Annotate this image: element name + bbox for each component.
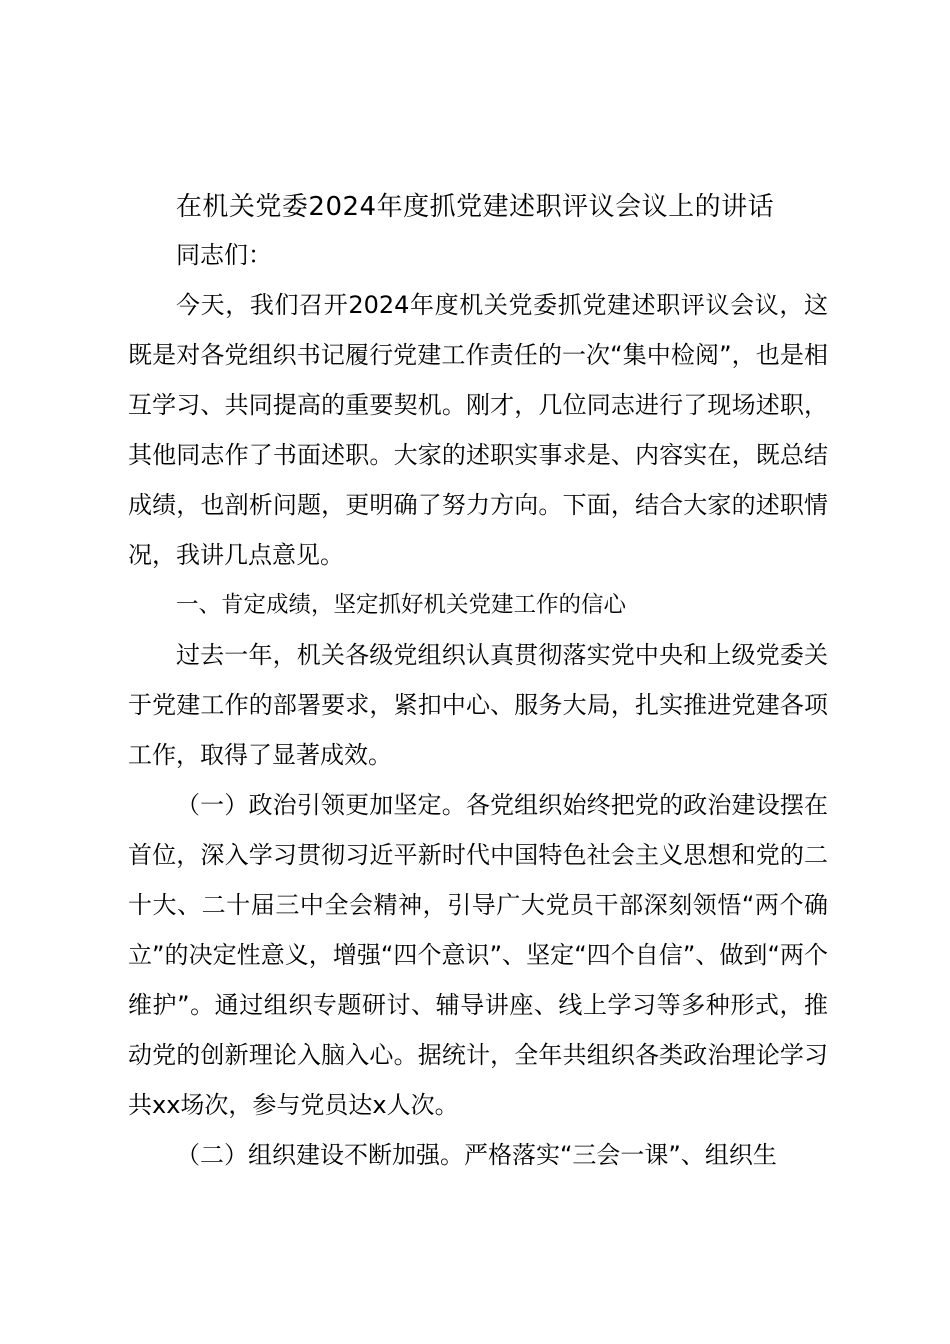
section-intro-paragraph: 过去一年，机关各级党组织认真贯彻落实党中央和上级党委关于党建工作的部署要求，紧扣中心、服务大局，扎实推进党建各项工作，取得了显著成效。 xyxy=(128,641,828,769)
item-2-paragraph: （二）组织建设不断加强。严格落实“三会一课”、组织生 xyxy=(176,1141,777,1169)
item-1-paragraph: （一）政治引领更加坚定。各党组织始终把党的政治建设摆在首位，深入学习贯彻习近平新时代中国特色社会主义思想和党的二十大、二十届三中全会精神，引导广大党员干部深刻领悟“两个确立”的决定性意义，增强“四个意识”、坚定“四个自信”、做到“两个维护”。通过组织专题研讨、辅导讲座、线上学习等多种形式，推动党的创新理论入脑入心。据统计，全年共组织各类政治理论学习共xx场次，参与党员达x人次。 xyxy=(128,791,828,1119)
document-title: 在机关党委2024年度抓党建述职评议会议上的讲话 xyxy=(175,192,775,222)
salutation: 同志们： xyxy=(176,241,272,269)
section-heading-1: 一、肯定成绩，坚定抓好机关党建工作的信心 xyxy=(176,592,627,618)
opening-paragraph: 今天，我们召开2024年度机关党委抓党建述职评议会议，这既是对各党组织书记履行党建工作责任的一次“集中检阅”，也是相互学习、共同提高的重要契机。刚才，几位同志进行了现场述职，其他同志作了书面述职。大家的述职实事求是、内容实在，既总结成绩，也剖析问题，更明确了努力方向。下面，结合大家的述职情况，我讲几点意见。 xyxy=(128,291,828,569)
